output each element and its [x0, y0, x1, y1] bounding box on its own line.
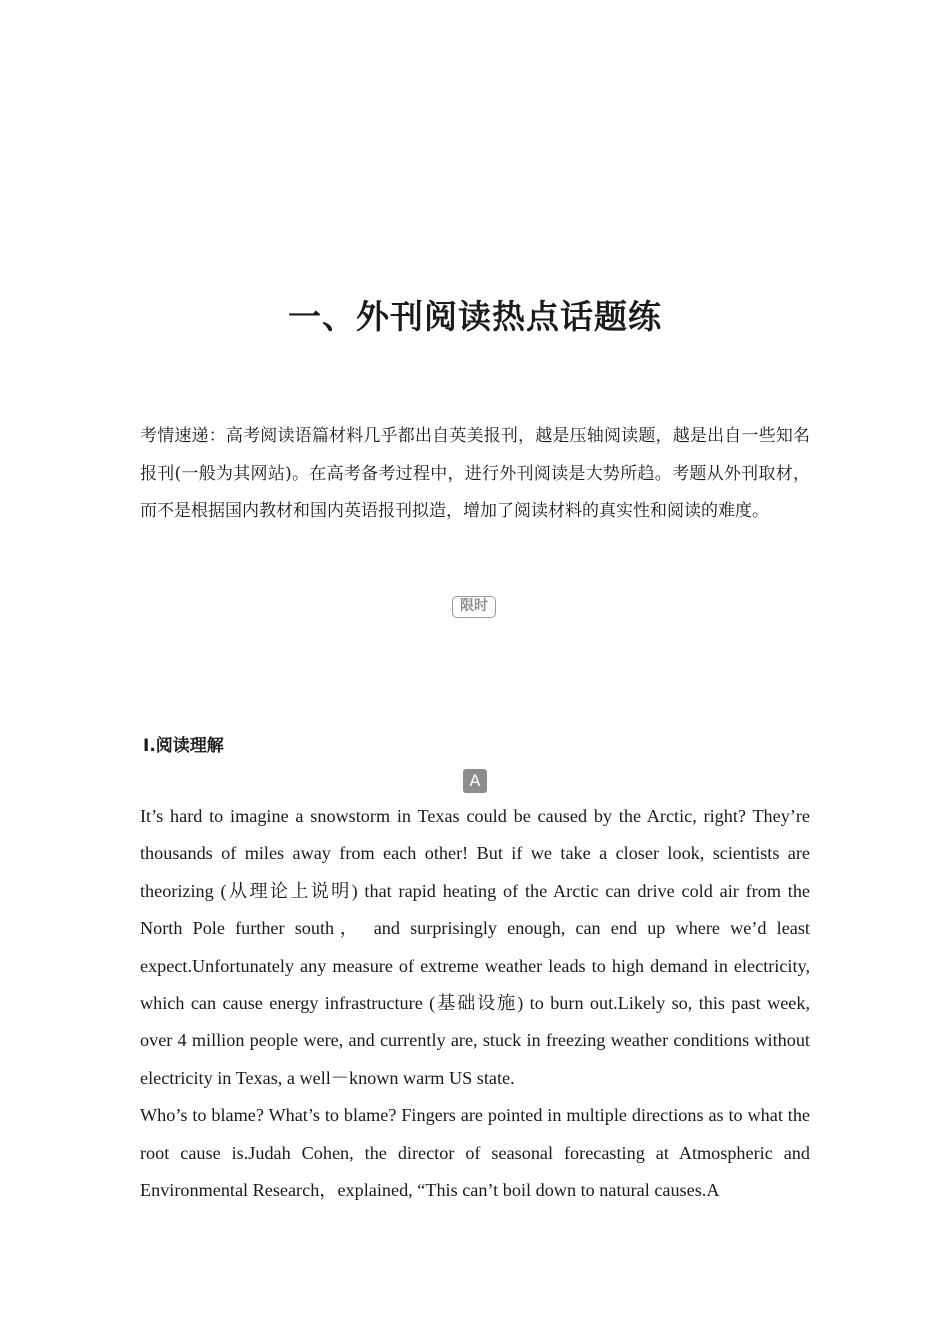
section-heading: Ⅰ.阅读理解: [143, 736, 224, 756]
intro-label: 考情速递：: [140, 426, 226, 446]
intro-paragraph: [140, 418, 810, 531]
intro-text: 高考阅读语篇材料几乎都出自英美报刊，越是压轴阅读题，越是出自一些知名报刊(一般为其网站)。在高考备考过程中，进行外刊阅读是大势所趋。考题从外刊取材，而不是根据国内教材和国内英语报刊拟造，增加了阅读材料的真实性和阅读的难度。: [140, 426, 810, 521]
passage-paragraph-2: Who’s to blame? What’s to blame? Fingers are pointed in multiple directions as to what the root cause is.Judah Cohen, the director of seasonal forecasting at Atmospheric and Environmental Research，explained, “This can’t boil down to natural causes.A: [140, 1105, 810, 1201]
passage-label-badge: A: [463, 769, 487, 793]
time-limit-badge: 限时: [452, 596, 496, 618]
page-title: 一、外刊阅读热点话题练: [288, 297, 662, 336]
reading-passage: [140, 798, 810, 1209]
passage-paragraph-1: It’s hard to imagine a snowstorm in Texas could be caused by the Arctic, right? They’re thousands of miles away from each other! But if we take a closer look, scientists are theorizing (从理论上说明) that rapid heating of the Arctic can drive cold air from the North Pole further south， and surprisingly enough, can end up where we’d least expect.Unfortunately any measure of extreme weather leads to high demand in electricity, which can cause energy infrastructure (基础设施) to burn out.Likely so, this past week, over 4 million people were, and currently are, stuck in freezing weather conditions without electricity in Texas, a well－known warm US state.: [140, 806, 810, 1088]
